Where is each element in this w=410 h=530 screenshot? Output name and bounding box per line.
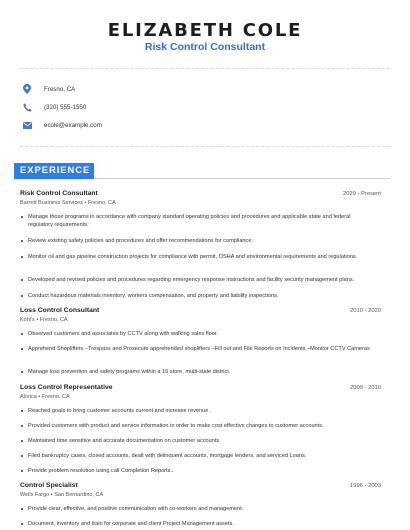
job-bullet: Manage loss prevention and safety programs within a 16 store, multi-state district. bbox=[20, 368, 375, 376]
job-bullet: Manage those programs in accordance with company standard operating policies and procedures and applicable state and federal regulatory requirements. bbox=[20, 213, 375, 229]
job-dates: 2020 - Present bbox=[342, 191, 381, 197]
candidate-name: ELIZABETH COLE bbox=[107, 20, 303, 41]
candidate-title: Risk Control Consultant bbox=[144, 41, 266, 53]
job-company: Wells Fargo • San Bernardino, CA bbox=[20, 492, 104, 498]
job-title: Loss Control Consultant bbox=[20, 307, 100, 314]
job-bullet: Document, inventory and train for corporate and client Project Management assets. bbox=[20, 520, 375, 528]
job-title: Risk Control Consultant bbox=[20, 190, 98, 197]
job-title: Control Specialist bbox=[20, 482, 78, 489]
job-bullet: Apprehend Shoplifters –Trespass and Prosecute apprehended shoplifters –Fill out and File Reports on Incidents –Monitor CCTV Cameras bbox=[20, 345, 375, 353]
job-company: Barrett Business Services • Fresno, CA bbox=[20, 200, 116, 206]
section-rule bbox=[94, 178, 390, 179]
job-company: Kohl's • Fresno, CA bbox=[20, 317, 68, 323]
phone-text: (320) 555-1550 bbox=[44, 103, 87, 111]
location-text: Fresno, CA bbox=[44, 85, 76, 93]
phone-icon bbox=[22, 102, 32, 112]
job-bullet: Conduct hazardous materials inventory, workers compensation, and property and liability inspections. bbox=[20, 292, 375, 300]
job-bullet: Provide clear, effective, and positive communication with co-workers and management. bbox=[20, 505, 375, 513]
job-title: Loss Control Representative bbox=[20, 384, 113, 391]
envelope-icon bbox=[22, 120, 32, 130]
contact-email[interactable] bbox=[22, 118, 102, 132]
header-divider bbox=[20, 68, 390, 69]
job-dates: 2009 - 2010 bbox=[350, 385, 381, 391]
contact-phone bbox=[22, 100, 86, 114]
job-dates: 1996 - 2003 bbox=[350, 483, 381, 489]
job-bullet: Review existing safety policies and procedures and offer recommendations for compliance. bbox=[20, 237, 375, 245]
job-bullet: Filed bankruptcy cases, closed accounts, dealt with delinquent accounts, mortgage lenders, and serviced Loans. bbox=[20, 452, 375, 460]
experience-heading: EXPERIENCE bbox=[14, 163, 94, 179]
map-pin-icon bbox=[22, 84, 32, 94]
contact-location bbox=[22, 82, 75, 96]
job-bullet: Monitor oil and gas pipeline construction projects for compliance with permit, OSHA and environmental requirements and regulations. bbox=[20, 253, 375, 261]
job-bullet: Provided customers with product and service information in order to make cost effective changes to customer accounts. bbox=[20, 422, 375, 430]
email-text: ecole@example.com bbox=[44, 121, 102, 129]
job-bullet: Reached goals to bring customer accounts current and increase revenue . bbox=[20, 407, 375, 415]
contact-divider bbox=[20, 146, 390, 147]
job-bullet: Observed customers and associates by CCTV along with walking sales floor. bbox=[20, 330, 375, 338]
job-company: Alorica • Fresno, CA bbox=[20, 394, 70, 400]
job-bullet: Provide problem resolution using call Completion Reports.. bbox=[20, 467, 375, 475]
job-dates: 2010 - 2020 bbox=[350, 308, 381, 314]
job-bullet: Developed and revised policies and procedures regarding emergency response instructions and facility security management plans. bbox=[20, 276, 375, 284]
job-bullet: Maintained time sensitive and accurate documentation on customer accounts bbox=[20, 437, 375, 445]
